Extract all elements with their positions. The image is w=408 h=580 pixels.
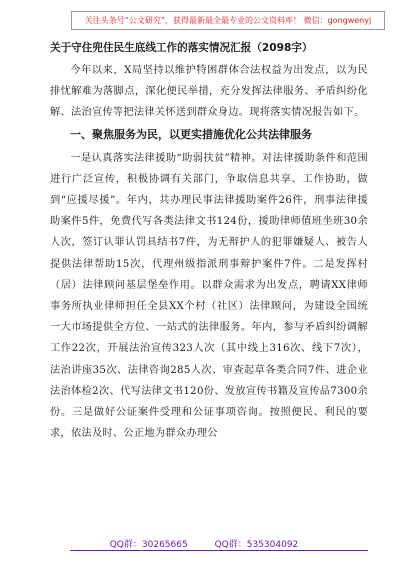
footer xyxy=(0,537,408,551)
footer-divider xyxy=(70,550,368,551)
document-body xyxy=(50,40,368,444)
footer-qq-group-2: QQ群：535304092 xyxy=(214,540,299,550)
header-banner: 关注头条号“公文研究”，获得最新最全最专业的公文资料库！ 微信：gongwenyj xyxy=(71,11,385,30)
intro-paragraph: 今年以来，X局坚持以维护特困群体合法权益为出发点，以为民排忧解难为落脚点，深化便民举措，充分发挥法律服务、矛盾纠纷化解、法治宣传等把法律关怀送到群众身边。现将落实情况报告如下。 xyxy=(50,65,368,119)
section-1-paragraph: 一是认真落实法律援助“助弱扶贫”精神。对法律援助条件和范围进行广泛宣传，积极协调有关部门，争取信息共享、工作协助，做到“应援尽援”。年内，共办理民事法律援助案件26件，刑事法律援助案件5件，免费代写各类法律文书124份，援助律师值班坐班30余人次，签订认罪认罚具结书7件，为无辩护人的犯罪嫌疑人、被告人提供法律帮助15次，代理州级指派刑事辩护案件7件。二是发挥村（居）法律顾问基层堡垒作用。以群众需求为出发点，聘请XX律师事务所执业律师担任全县XX个村（社区）法律顾问，为建设全国统一大市场提供全方位、一站式的法律服务。年内，参与矛盾纠纷调解工作22次，开展法治宣传323人次（其中线上316次、线下7次），法治讲座35次、法律咨询285人次、审查起草各类合同7件、进企业法治体检2次、代写法律文书120份、发放宣传书籍及宣传品7300余份。三是做好公证案件受理和公证事项咨询。按照便民、利民的要求，依法及时、公正地为群众办理公 xyxy=(50,152,368,440)
section-heading-1: 一、聚焦服务为民，以更实措施优化公共法律服务 xyxy=(70,127,312,141)
document-title: 关于守住兜住民生底线工作的落实情况汇报（2098字） xyxy=(50,42,313,54)
footer-qq-group-1: QQ群：30265665 xyxy=(109,540,188,550)
